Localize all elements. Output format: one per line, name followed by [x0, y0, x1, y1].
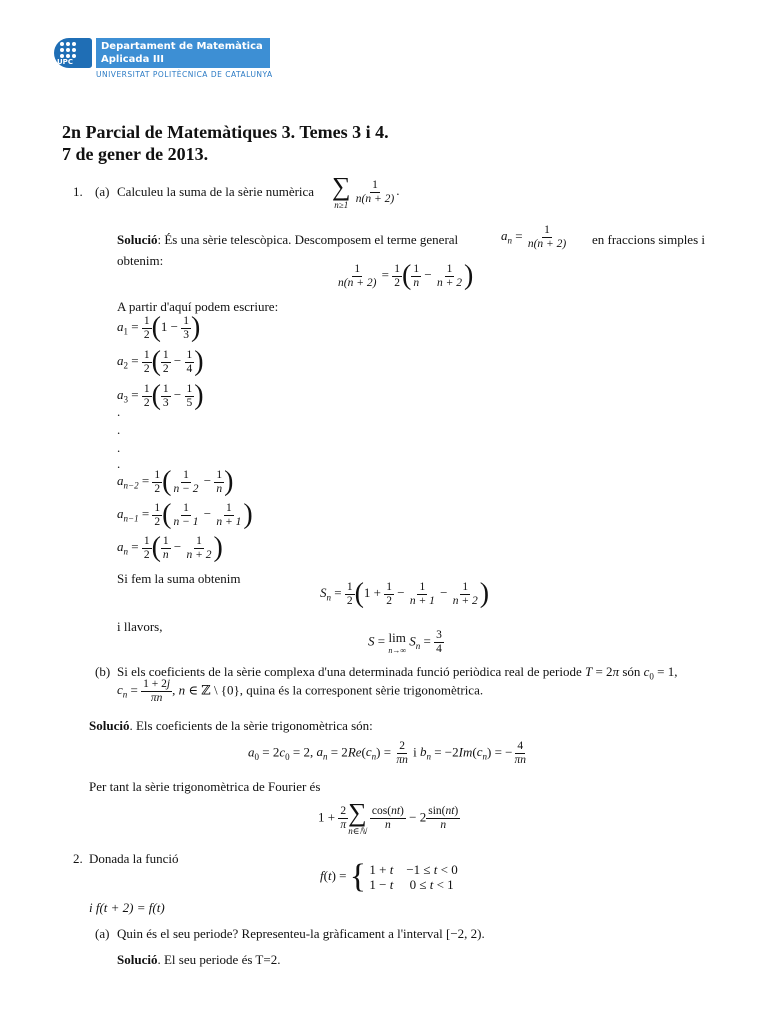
q2a-statement: Quin és el seu periode? Representeu-la gràficament a l'interval [−2, 2). — [117, 926, 485, 941]
department-name-line2: Aplicada III — [101, 54, 164, 65]
term-a2: $a_2$ = $\frac{1}{2}$ ( $\frac{1}{2}$ − $\frac{1}{4}$ ) — [117, 346, 204, 377]
fourier-series-formula: 1 + $\frac{2}{\pi}$ ∑ n∈ℕ $\frac{\cos(nt)}{n}$ − 2 $\frac{\sin(nt)}{n}$ — [318, 798, 459, 836]
term-a1: $a_1$ = $\frac{1}{2}$ (1 − $\frac{1}{3}$ ) — [117, 312, 201, 343]
limit-formula: S = lim n→∞ $S_n$ = $\frac{3}{4}$ — [368, 629, 442, 655]
q1b-statement: Si els coeficients de la sèrie complexa d'una determinada funció periòdica real de periode T = 2π són $c_0 = 1$, — [117, 664, 678, 682]
q2-number: 2. — [73, 851, 83, 866]
exam-title: 2n Parcial de Matemàtiques 3. Temes 3 i 4. — [62, 122, 389, 142]
solution-text: : És una sèrie telescòpica. Descomposem el terme general — [157, 232, 459, 247]
q1a-label: (a) — [95, 184, 110, 199]
q2a-solution-text: . El seu periode és T=2. — [157, 952, 281, 967]
upc-logo — [54, 38, 92, 68]
pertant-text: Per tant la sèrie trigonomètrica de Fourier és — [89, 779, 321, 794]
periodicity-condition: i f(t + 2) = f(t) — [89, 900, 165, 915]
q1b-coefficients: $c_n$ = $\frac{1 + 2j}{\pi n}$ , n ∈ ℤ \ {0}, quina és la corresponent sèrie trigonomètrica. — [117, 678, 484, 704]
exam-date: 7 de gener de 2013. — [62, 144, 209, 164]
trig-coefficients-formula: $a_0 = 2c_0 = 2$, $a_n = 2Re(c_n)$ = $\frac{2}{\pi n}$ i $b_n = -2Im(c_n)$ = − $\frac{4}{\pi n}$ — [248, 740, 526, 766]
term-a3: $a_3$ = $\frac{1}{2}$ ( $\frac{1}{3}$ − $\frac{1}{5}$ ) — [117, 380, 204, 411]
ellipsis-dot: . — [117, 456, 121, 471]
sifem-text: Si fem la suma obtenim — [117, 571, 241, 586]
ellipsis-dot: . — [117, 404, 121, 419]
q2a-label: (a) — [95, 926, 110, 941]
partial-fraction-formula: $\frac{1}{n(n + 2)}$ = $\frac{1}{2}$ ( $\frac{1}{n}$ − $\frac{1}{n + 2}$ ) — [338, 260, 474, 291]
q1b-label: (b) — [95, 664, 111, 679]
q1b-statement-end: , quina és la corresponent sèrie trigonomètrica. — [239, 682, 484, 698]
illavors-text: i llavors, — [117, 619, 163, 634]
q1a-series-formula: ∑ n≥1 $\frac{1}{n(n + 2)}$ . — [332, 172, 400, 210]
university-name: UNIVERSITAT POLITÈCNICA DE CATALUNYA — [96, 70, 273, 79]
term-an-2: $a_{n-2}$ = $\frac{1}{2}$ ( $\frac{1}{n - 2}$ − $\frac{1}{n}$ ) — [117, 466, 234, 497]
q2-statement: Donada la funció — [89, 851, 179, 866]
partial-sum-formula: $S_n$ = $\frac{1}{2}$ (1 + $\frac{1}{2}$ − $\frac{1}{n + 1}$ − $\frac{1}{n + 2}$ ) — [320, 578, 490, 609]
general-term: $a_n$ = $\frac{1}{n(n + 2)}$ — [501, 224, 567, 250]
ellipsis-dot: . — [117, 422, 121, 437]
apartir-text: A partir d'aquí podem escriure: — [117, 299, 279, 314]
solution-label: Solució — [117, 232, 158, 247]
q2a-solution — [117, 952, 280, 968]
obtenim-text: obtenim: — [117, 253, 164, 268]
q1b-solution-text: . Els coeficients de la sèrie trigonomètrica són: — [129, 718, 373, 733]
q1b-solution — [89, 718, 373, 734]
piecewise-function: f(t) = { 1 + t −1 ≤ t < 0 1 − t 0 ≤ t < 1 — [320, 858, 458, 895]
q1-number: 1. — [73, 184, 83, 199]
q1a-statement: Calculeu la suma de la sèrie numèrica — [117, 184, 315, 199]
solution-text-cont: en fraccions simples i — [592, 232, 705, 247]
solution-label: Solució — [117, 952, 158, 967]
term-an: $a_n$ = $\frac{1}{2}$ ( $\frac{1}{n}$ − $\frac{1}{n + 2}$ ) — [117, 532, 223, 563]
term-an-1: $a_{n-1}$ = $\frac{1}{2}$ ( $\frac{1}{n - 1}$ − $\frac{1}{n + 1}$ ) — [117, 499, 253, 530]
logo-text: UPC — [57, 58, 73, 66]
ellipsis-dot: . — [117, 440, 121, 455]
solution-label: Solució — [89, 718, 130, 733]
q1a-solution — [117, 232, 458, 248]
department-name-line1: Departament de Matemàtica — [101, 41, 263, 52]
